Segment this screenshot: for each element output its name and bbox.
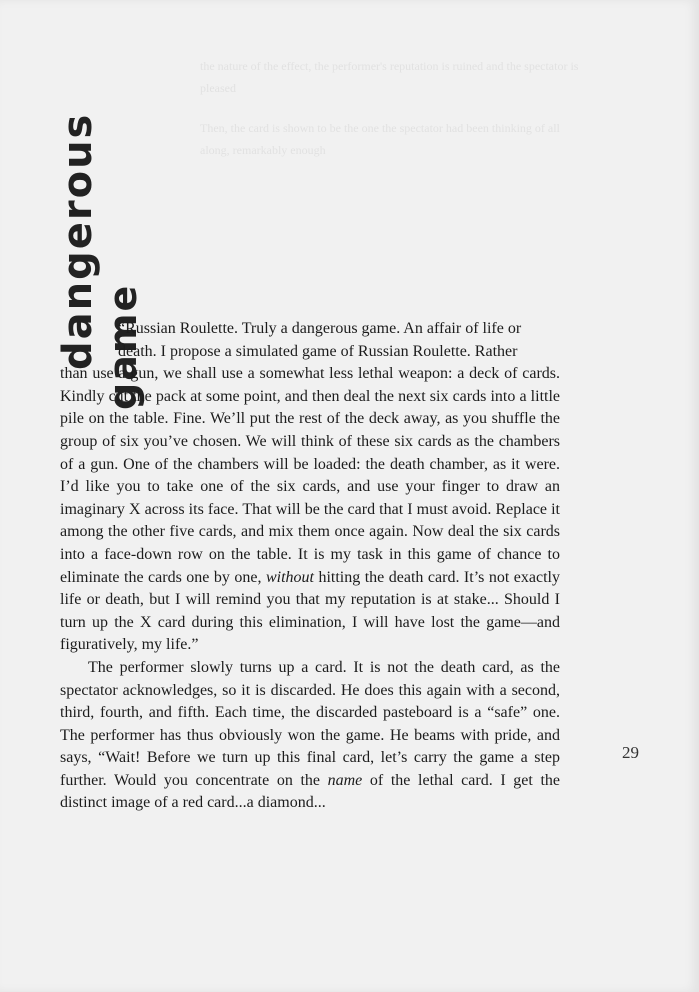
paragraph-1-body: than use a gun, we shall use a somewhat less lethal weapon: a deck of cards. Kindly cut the pack at some point, and then deal the next six cards into a little pile on the table. Fine. We’ll put the rest of the deck away, as you shuffle the group of six you’ve chosen. We will think of these six cards as the chambers of a gun. One of the chambers will be loaded: the death chamber, as it were. I’d like you to take one of the six cards, and use your finger to draw an imaginary X across its face. That will be the card that I must avoid. Replace it among the other five cards, and mix them once again. Now deal the six cards into a face-down row on the table. It is my task in this game of chance to eliminate the cards one by one, bbox=[60, 365, 560, 586]
body-text bbox=[60, 318, 560, 815]
emphasis-name: name bbox=[327, 771, 363, 789]
paragraph-2-part-2: of the lethal card. I get the distinct image of a red card...a diamond... bbox=[60, 771, 560, 812]
page-number: 29 bbox=[622, 743, 639, 762]
emphasis-without: without bbox=[265, 568, 314, 586]
ghost-line: Then, the card is shown to be the one the spectator had been thinking of all along, remarkably enough bbox=[200, 121, 560, 157]
paragraph-1-line-2: death. I propose a simulated game of Russian Roulette. Rather bbox=[118, 342, 518, 360]
ghost-line: the nature of the effect, the performer's reputation is ruined and the spectator is pleased bbox=[200, 59, 579, 95]
title-word-dangerous: dangerous bbox=[55, 112, 101, 370]
paragraph-2 bbox=[60, 657, 560, 815]
title-word-game: game bbox=[101, 283, 145, 410]
paragraph-1-tail: hitting the death card. It’s not exactly life or death, but I will remind you that my reputation is at stake... Should I turn up the X card during this elimination, I will have lost the game—and figuratively, my life.” bbox=[60, 568, 560, 654]
bleed-through-text bbox=[200, 55, 580, 179]
paragraph-1-line-1: “Russian Roulette. Truly a dangerous game. An affair of life or bbox=[118, 320, 522, 337]
paragraph-1 bbox=[60, 318, 560, 657]
paragraph-2-part-1: The performer slowly turns up a card. It is not the death card, as the spectator acknowledges, so it is discarded. He does this again with a second, third, fourth, and fifth. Each time, the discarded pasteboard is a “safe” one. The performer has thus obviously won the game. He beams with pride, and says, “Wait! Before we turn up this final card, let’s carry the game a step further. Would you concentrate on the bbox=[60, 658, 560, 789]
